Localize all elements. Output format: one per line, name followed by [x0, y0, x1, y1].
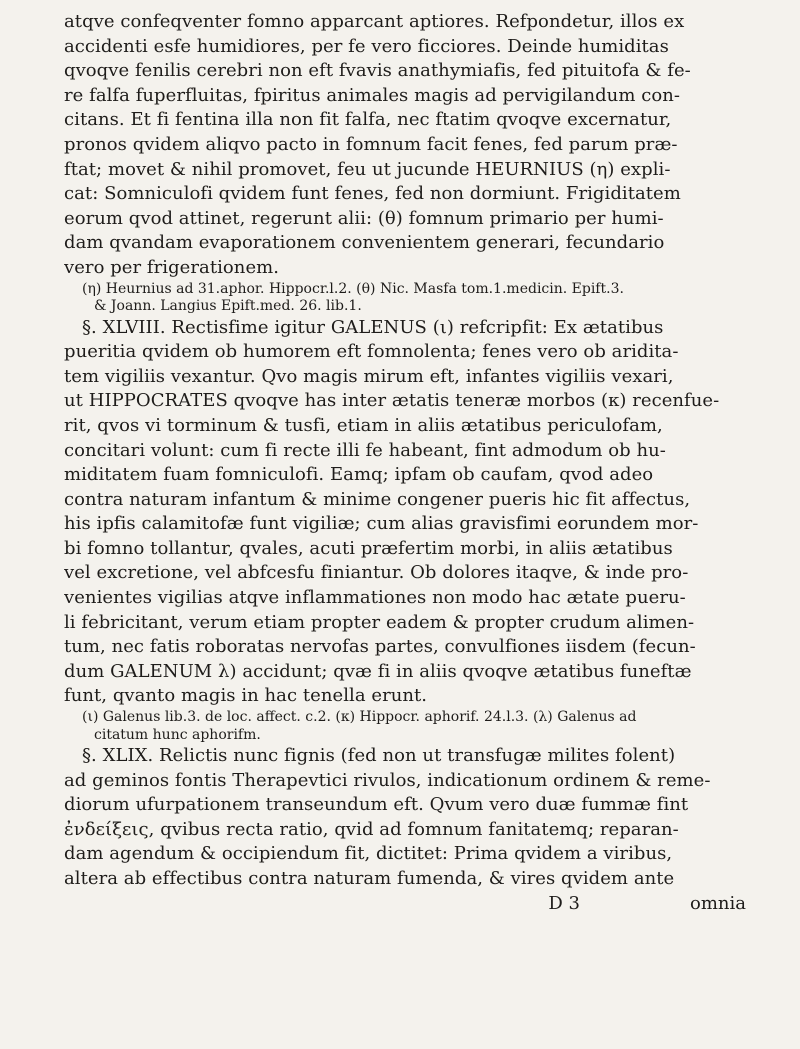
- text-line: accidenti esfe humidiores, per fe vero ficciores. Deinde humiditas: [64, 35, 669, 57]
- footnote-line: & Joann. Langius Epift.med. 26. lib.1.: [94, 298, 362, 315]
- text-line: pueritia qvidem ob humorem eft fomnolenta; fenes vero ob aridita-: [64, 341, 679, 363]
- text-line: atqve confeqventer fomno apparcant aptiores. Refpondetur, illos ex: [64, 11, 685, 32]
- section-heading-line: §. XLVIII. Rectisfime igitur GALENUS (ι) refcripfit: Ex ætatibus: [82, 316, 664, 338]
- text-line: his ipfis calamitofæ funt vigiliæ; cum alias gravisfimi eorundem mor-: [64, 513, 699, 535]
- body-paragraph-top: [64, 10, 760, 281]
- text-line: dam agendum & occipiendum fit, dictitet: Prima qvidem a viribus,: [64, 843, 673, 865]
- text-line: funt, qvanto magis in hac tenella erunt.: [64, 685, 428, 707]
- text-line: citans. Et fi fentina illa non fit falfa, nec ftatim qvoqve excernatur,: [64, 109, 672, 131]
- text-line: altera ab effectibus contra naturam fumenda, & vires qvidem ante: [64, 868, 675, 889]
- text-line: contra naturam infantum & minime congener pueris hic fit affectus,: [64, 488, 691, 510]
- text-line: tem vigiliis vexantur. Qvo magis mirum eft, infantes vigiliis vexari,: [64, 365, 674, 387]
- section-48: [64, 316, 760, 710]
- footnotes-2: [64, 709, 760, 744]
- text-line: tum, nec fatis roboratas nervofas partes, convulfiones iisdem (fecun-: [64, 636, 696, 658]
- text-line: concitari volunt: cum fi recte illi fe habeant, fint admodum ob hu-: [64, 439, 666, 461]
- text-line: vero per frigerationem.: [64, 256, 280, 278]
- footnote-line: citatum hunc aphorifm.: [94, 726, 261, 743]
- text-line: ut HIPPOCRATES qvoqve has inter ætatis teneræ morbos (κ) recenfue-: [64, 390, 720, 412]
- footnote-line: (ι) Galenus lib.3. de loc. affect. c.2. (κ) Hippocr. aphorif. 24.l.3. (λ) Galenus ad: [82, 709, 637, 726]
- text-line: cat: Somniculofi qvidem funt fenes, fed non dormiunt. Frigiditatem: [64, 183, 681, 205]
- text-line: pronos qvidem aliqvo pacto in fomnum facit fenes, fed parum præ-: [64, 133, 678, 155]
- text-line: ad geminos fontis Therapevtici rivulos, indicationum ordinem & reme-: [64, 769, 711, 791]
- text-line: venientes vigilias atqve inflammationes non modo hac ætate pueru-: [64, 587, 686, 609]
- text-line: re falfa fuperfluitas, fpiritus animales magis ad pervigilandum con-: [64, 84, 681, 106]
- page-footer: [64, 892, 760, 916]
- text-line: eorum qvod attinet, regerunt alii: (θ) fomnum primario per humi-: [64, 207, 664, 229]
- text-line: ftat; movet & nihil promovet, feu ut jucunde HEURNIUS (η) expli-: [64, 158, 671, 180]
- text-line: diorum ufurpationem transeundum eft. Qvum vero duæ fummæ fint: [64, 794, 689, 816]
- footnote-line: (η) Heurnius ad 31.aphor. Hippocr.l.2. (θ) Nic. Masfa tom.1.medicin. Epift.3.: [82, 280, 624, 297]
- section-49: [64, 744, 760, 892]
- footnotes-1: [64, 281, 760, 316]
- text-line: ἐνδείξεις, qvibus recta ratio, qvid ad fomnum fanitatemq; reparan-: [64, 818, 679, 840]
- text-line: bi fomno tollantur, qvales, acuti præfertim morbi, in aliis ætatibus: [64, 537, 673, 559]
- signature-mark: D 3: [548, 892, 580, 914]
- text-line: dam qvandam evaporationem convenientem generari, fecundario: [64, 232, 665, 254]
- text-line: li febricitant, verum etiam propter eadem & propter crudum alimen-: [64, 611, 695, 633]
- text-line: miditatem fuam fomniculofi. Eamq; ipfam ob caufam, qvod adeo: [64, 464, 654, 486]
- text-line: dum GALENUM λ) accidunt; qvæ fi in aliis qvoqve ætatibus funeftæ: [64, 660, 692, 682]
- text-line: qvoqve fenilis cerebri non eft fvavis anathymiafis, fed pituitofa & fe-: [64, 60, 691, 82]
- section-heading-line: §. XLIX. Relictis nunc fignis (fed non ut transfugæ milites folent): [82, 745, 676, 767]
- text-line: vel excretione, vel abfcesfu finiantur. Ob dolores itaqve, & inde pro-: [64, 562, 689, 584]
- text-line: rit, qvos vi torminum & tusfi, etiam in aliis ætatibus periculofam,: [64, 414, 663, 436]
- catchword: omnia: [690, 892, 746, 914]
